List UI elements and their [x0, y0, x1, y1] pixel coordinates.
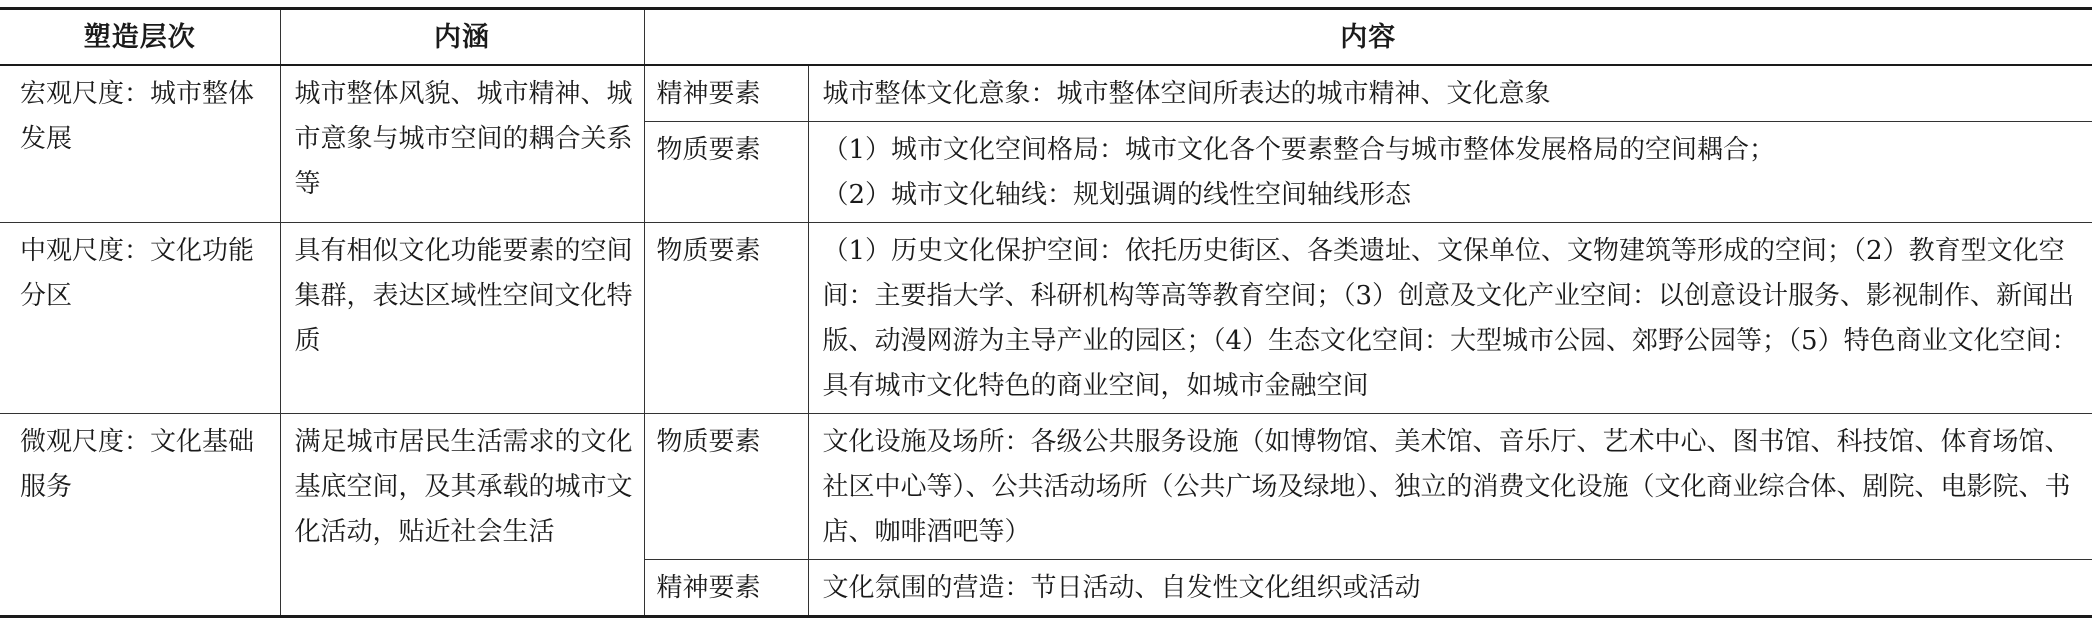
level-cell: 微观尺度：文化基础服务: [20, 427, 255, 502]
content-line: （2）城市文化轴线：规划强调的线性空间轴线形态: [822, 180, 1412, 210]
element-cell: 物质要素: [644, 122, 808, 223]
header-level: 塑造层次: [83, 21, 196, 53]
element-cell: 精神要素: [644, 65, 808, 122]
content-line: （1）城市文化空间格局：城市文化各个要素整合与城市整体发展格局的空间耦合；: [822, 135, 1776, 165]
connotation-cell: 满足城市居民生活需求的文化基底空间，及其承载的城市文化活动，贴近社会生活: [280, 414, 644, 617]
table-row: [0, 65, 2092, 122]
table-row: [0, 223, 2092, 414]
content-cell: （1）历史文化保护空间：依托历史街区、各类遗址、文保单位、文物建筑等形成的空间；（2）教育型文化空间：主要指大学、科研机构等高等教育空间；（3）创意及文化产业空间：以创意设计服务、影视制作、新闻出版、动漫网游为主导产业的园区；（4）生态文化空间：大型城市公园、郊野公园等；（5）特色商业文化空间：具有城市文化特色的商业空间，如城市金融空间: [808, 223, 2092, 414]
content-cell: [808, 560, 2092, 617]
header-content: 内容: [644, 9, 2092, 66]
content-cell: [808, 65, 2092, 122]
level-cell: 宏观尺度：城市整体发展: [20, 79, 255, 154]
culture-space-table: [0, 7, 2092, 618]
element-cell: 精神要素: [644, 560, 808, 617]
connotation-cell: 具有相似文化功能要素的空间集群，表达区域性空间文化特质: [280, 223, 644, 414]
level-cell: 中观尺度：文化功能分区: [20, 236, 255, 311]
table-header-row: [0, 9, 2092, 66]
content-line: 城市整体文化意象：城市整体空间所表达的城市精神、文化意象: [822, 79, 1551, 109]
content-cell: [808, 122, 2092, 223]
content-line: 文化氛围的营造：节日活动、自发性文化组织或活动: [822, 573, 1421, 603]
content-cell: 文化设施及场所：各级公共服务设施（如博物馆、美术馆、音乐厅、艺术中心、图书馆、科技馆、体育场馆、社区中心等）、公共活动场所（公共广场及绿地）、独立的消费文化设施（文化商业综合体、剧院、电影院、书店、咖啡酒吧等）: [808, 414, 2092, 560]
element-cell: 物质要素: [644, 414, 808, 560]
header-connotation: 内涵: [280, 9, 644, 66]
connotation-cell: 城市整体风貌、城市精神、城市意象与城市空间的耦合关系等: [280, 65, 644, 223]
table-row: [0, 414, 2092, 560]
element-cell: 物质要素: [644, 223, 808, 414]
